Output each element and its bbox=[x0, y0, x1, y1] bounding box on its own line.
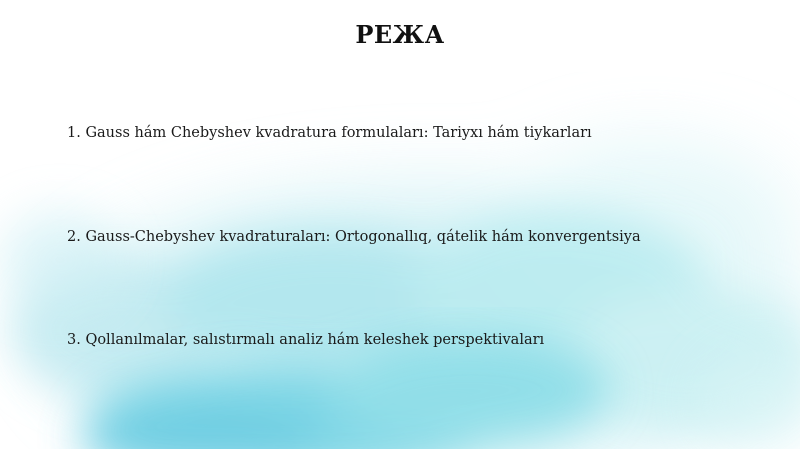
plan-item-3: 3. Qollanılmalar, salıstırmalı analiz hám keleshek perspektivaları bbox=[67, 332, 545, 348]
slide-title: РЕЖА bbox=[355, 20, 445, 49]
plan-item-2: 2. Gauss-Chebyshev kvadraturaları: Ortogonallıq, qátelik hám konvergentsiya bbox=[67, 229, 641, 245]
plan-item-1: 1. Gauss hám Chebyshev kvadratura formulaları: Tariyxı hám tiykarları bbox=[67, 125, 592, 141]
